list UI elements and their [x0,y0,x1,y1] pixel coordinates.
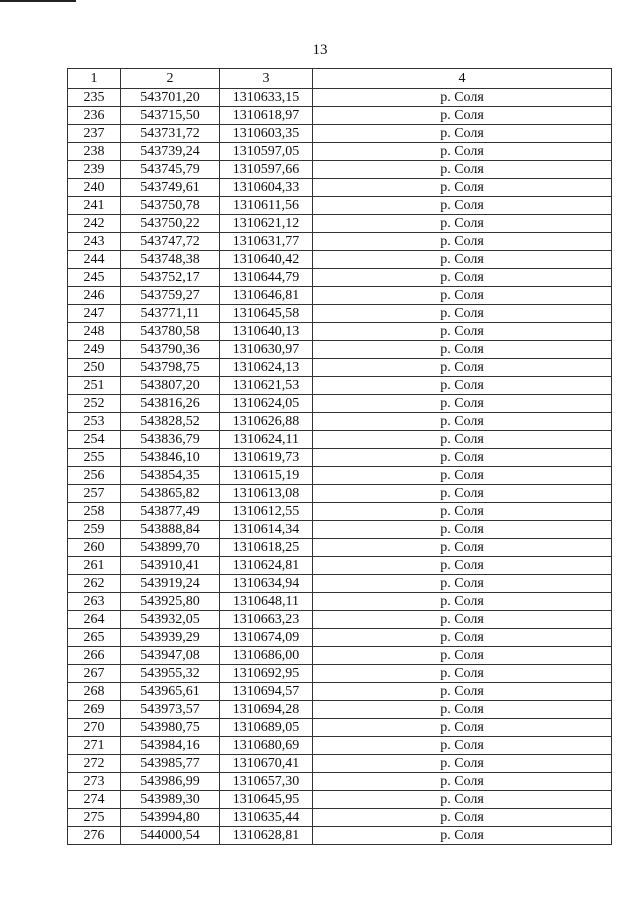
corner-mark [0,0,76,2]
point-number-cell: 266 [68,647,121,665]
x-coordinate-cell: 543759,27 [121,287,220,305]
point-number-cell: 256 [68,467,121,485]
point-number-cell: 239 [68,161,121,179]
x-coordinate-cell: 543919,24 [121,575,220,593]
point-number-cell: 262 [68,575,121,593]
table-row [68,287,612,305]
point-number-cell: 271 [68,737,121,755]
point-number-cell: 254 [68,431,121,449]
x-coordinate-cell: 543771,11 [121,305,220,323]
x-coordinate-cell: 544000,54 [121,827,220,845]
point-number-cell: 276 [68,827,121,845]
table-row [68,143,612,161]
table-row [68,737,612,755]
description-cell: р. Соля [313,809,612,827]
table-row [68,791,612,809]
x-coordinate-cell: 543739,24 [121,143,220,161]
table-row [68,485,612,503]
x-coordinate-cell: 543899,70 [121,539,220,557]
y-coordinate-cell: 1310597,05 [220,143,313,161]
description-cell: р. Соля [313,287,612,305]
x-coordinate-cell: 543836,79 [121,431,220,449]
description-cell: р. Соля [313,125,612,143]
header-cell-3: 3 [220,69,313,89]
x-coordinate-cell: 543715,50 [121,107,220,125]
description-cell: р. Соля [313,719,612,737]
description-cell: р. Соля [313,611,612,629]
point-number-cell: 261 [68,557,121,575]
table-row [68,89,612,107]
y-coordinate-cell: 1310686,00 [220,647,313,665]
x-coordinate-cell: 543910,41 [121,557,220,575]
description-cell: р. Соля [313,161,612,179]
y-coordinate-cell: 1310635,44 [220,809,313,827]
point-number-cell: 236 [68,107,121,125]
table-row [68,683,612,701]
table-row [68,575,612,593]
point-number-cell: 258 [68,503,121,521]
x-coordinate-cell: 543816,26 [121,395,220,413]
point-number-cell: 263 [68,593,121,611]
x-coordinate-cell: 543748,38 [121,251,220,269]
y-coordinate-cell: 1310644,79 [220,269,313,287]
point-number-cell: 247 [68,305,121,323]
y-coordinate-cell: 1310640,13 [220,323,313,341]
description-cell: р. Соля [313,107,612,125]
table-row [68,773,612,791]
description-cell: р. Соля [313,251,612,269]
table-row [68,665,612,683]
point-number-cell: 260 [68,539,121,557]
point-number-cell: 249 [68,341,121,359]
point-number-cell: 257 [68,485,121,503]
y-coordinate-cell: 1310619,73 [220,449,313,467]
x-coordinate-cell: 543701,20 [121,89,220,107]
point-number-cell: 267 [68,665,121,683]
description-cell: р. Соля [313,197,612,215]
point-number-cell: 242 [68,215,121,233]
table-row [68,449,612,467]
x-coordinate-cell: 543925,80 [121,593,220,611]
point-number-cell: 240 [68,179,121,197]
y-coordinate-cell: 1310611,56 [220,197,313,215]
y-coordinate-cell: 1310663,23 [220,611,313,629]
x-coordinate-cell: 543828,52 [121,413,220,431]
table-row [68,755,612,773]
y-coordinate-cell: 1310624,11 [220,431,313,449]
table-row [68,377,612,395]
x-coordinate-cell: 543780,58 [121,323,220,341]
description-cell: р. Соля [313,431,612,449]
table-header-row [68,69,612,89]
description-cell: р. Соля [313,791,612,809]
point-number-cell: 244 [68,251,121,269]
table-row [68,539,612,557]
y-coordinate-cell: 1310614,34 [220,521,313,539]
y-coordinate-cell: 1310640,42 [220,251,313,269]
y-coordinate-cell: 1310624,13 [220,359,313,377]
y-coordinate-cell: 1310630,97 [220,341,313,359]
description-cell: р. Соля [313,827,612,845]
x-coordinate-cell: 543854,35 [121,467,220,485]
y-coordinate-cell: 1310692,95 [220,665,313,683]
table-row [68,215,612,233]
table-row [68,305,612,323]
point-number-cell: 243 [68,233,121,251]
y-coordinate-cell: 1310648,11 [220,593,313,611]
y-coordinate-cell: 1310621,53 [220,377,313,395]
point-number-cell: 259 [68,521,121,539]
y-coordinate-cell: 1310597,66 [220,161,313,179]
y-coordinate-cell: 1310680,69 [220,737,313,755]
point-number-cell: 273 [68,773,121,791]
x-coordinate-cell: 543745,79 [121,161,220,179]
table-row [68,233,612,251]
table-row [68,629,612,647]
description-cell: р. Соля [313,395,612,413]
y-coordinate-cell: 1310646,81 [220,287,313,305]
x-coordinate-cell: 543985,77 [121,755,220,773]
y-coordinate-cell: 1310618,25 [220,539,313,557]
table-row [68,161,612,179]
table-row [68,125,612,143]
x-coordinate-cell: 543846,10 [121,449,220,467]
y-coordinate-cell: 1310645,95 [220,791,313,809]
table-row [68,359,612,377]
y-coordinate-cell: 1310634,94 [220,575,313,593]
description-cell: р. Соля [313,215,612,233]
x-coordinate-cell: 543888,84 [121,521,220,539]
description-cell: р. Соля [313,269,612,287]
y-coordinate-cell: 1310694,28 [220,701,313,719]
description-cell: р. Соля [313,557,612,575]
y-coordinate-cell: 1310628,81 [220,827,313,845]
x-coordinate-cell: 543865,82 [121,485,220,503]
description-cell: р. Соля [313,341,612,359]
x-coordinate-cell: 543749,61 [121,179,220,197]
point-number-cell: 253 [68,413,121,431]
coordinates-table [67,68,612,845]
x-coordinate-cell: 543984,16 [121,737,220,755]
point-number-cell: 270 [68,719,121,737]
x-coordinate-cell: 543932,05 [121,611,220,629]
y-coordinate-cell: 1310694,57 [220,683,313,701]
table-row [68,107,612,125]
x-coordinate-cell: 543989,30 [121,791,220,809]
table-row [68,593,612,611]
description-cell: р. Соля [313,143,612,161]
y-coordinate-cell: 1310604,33 [220,179,313,197]
table-row [68,395,612,413]
table-row [68,323,612,341]
description-cell: р. Соля [313,593,612,611]
description-cell: р. Соля [313,503,612,521]
x-coordinate-cell: 543731,72 [121,125,220,143]
table-row [68,197,612,215]
table-row [68,809,612,827]
table-row [68,467,612,485]
description-cell: р. Соля [313,737,612,755]
y-coordinate-cell: 1310621,12 [220,215,313,233]
x-coordinate-cell: 543939,29 [121,629,220,647]
table-row [68,719,612,737]
point-number-cell: 264 [68,611,121,629]
point-number-cell: 255 [68,449,121,467]
point-number-cell: 269 [68,701,121,719]
table-row [68,179,612,197]
y-coordinate-cell: 1310612,55 [220,503,313,521]
description-cell: р. Соля [313,89,612,107]
y-coordinate-cell: 1310674,09 [220,629,313,647]
description-cell: р. Соля [313,449,612,467]
description-cell: р. Соля [313,467,612,485]
y-coordinate-cell: 1310603,35 [220,125,313,143]
x-coordinate-cell: 543994,80 [121,809,220,827]
description-cell: р. Соля [313,305,612,323]
table-row [68,503,612,521]
x-coordinate-cell: 543973,57 [121,701,220,719]
point-number-cell: 246 [68,287,121,305]
description-cell: р. Соля [313,755,612,773]
description-cell: р. Соля [313,521,612,539]
header-cell-1: 1 [68,69,121,89]
x-coordinate-cell: 543752,17 [121,269,220,287]
x-coordinate-cell: 543947,08 [121,647,220,665]
x-coordinate-cell: 543807,20 [121,377,220,395]
description-cell: р. Соля [313,233,612,251]
y-coordinate-cell: 1310689,05 [220,719,313,737]
x-coordinate-cell: 543798,75 [121,359,220,377]
y-coordinate-cell: 1310615,19 [220,467,313,485]
table-row [68,647,612,665]
y-coordinate-cell: 1310626,88 [220,413,313,431]
y-coordinate-cell: 1310624,81 [220,557,313,575]
point-number-cell: 252 [68,395,121,413]
table-row [68,341,612,359]
x-coordinate-cell: 543965,61 [121,683,220,701]
y-coordinate-cell: 1310613,08 [220,485,313,503]
description-cell: р. Соля [313,701,612,719]
description-cell: р. Соля [313,323,612,341]
point-number-cell: 235 [68,89,121,107]
point-number-cell: 265 [68,629,121,647]
y-coordinate-cell: 1310618,97 [220,107,313,125]
point-number-cell: 272 [68,755,121,773]
table-row [68,557,612,575]
description-cell: р. Соля [313,359,612,377]
point-number-cell: 248 [68,323,121,341]
x-coordinate-cell: 543747,72 [121,233,220,251]
x-coordinate-cell: 543750,22 [121,215,220,233]
description-cell: р. Соля [313,413,612,431]
point-number-cell: 237 [68,125,121,143]
y-coordinate-cell: 1310657,30 [220,773,313,791]
table-row [68,611,612,629]
description-cell: р. Соля [313,377,612,395]
header-cell-4: 4 [313,69,612,89]
point-number-cell: 274 [68,791,121,809]
y-coordinate-cell: 1310631,77 [220,233,313,251]
table-row [68,431,612,449]
x-coordinate-cell: 543986,99 [121,773,220,791]
y-coordinate-cell: 1310670,41 [220,755,313,773]
page-number: 13 [312,42,328,58]
description-cell: р. Соля [313,773,612,791]
description-cell: р. Соля [313,629,612,647]
x-coordinate-cell: 543750,78 [121,197,220,215]
description-cell: р. Соля [313,485,612,503]
description-cell: р. Соля [313,647,612,665]
description-cell: р. Соля [313,575,612,593]
point-number-cell: 268 [68,683,121,701]
header-cell-2: 2 [121,69,220,89]
description-cell: р. Соля [313,539,612,557]
description-cell: р. Соля [313,179,612,197]
point-number-cell: 241 [68,197,121,215]
x-coordinate-cell: 543877,49 [121,503,220,521]
point-number-cell: 275 [68,809,121,827]
y-coordinate-cell: 1310633,15 [220,89,313,107]
x-coordinate-cell: 543790,36 [121,341,220,359]
table-row [68,413,612,431]
y-coordinate-cell: 1310624,05 [220,395,313,413]
table-row [68,269,612,287]
table-row [68,251,612,269]
x-coordinate-cell: 543980,75 [121,719,220,737]
description-cell: р. Соля [313,683,612,701]
point-number-cell: 238 [68,143,121,161]
table-body [68,89,612,845]
point-number-cell: 245 [68,269,121,287]
point-number-cell: 250 [68,359,121,377]
table-row [68,521,612,539]
description-cell: р. Соля [313,665,612,683]
x-coordinate-cell: 543955,32 [121,665,220,683]
y-coordinate-cell: 1310645,58 [220,305,313,323]
table-row [68,827,612,845]
table-row [68,701,612,719]
point-number-cell: 251 [68,377,121,395]
